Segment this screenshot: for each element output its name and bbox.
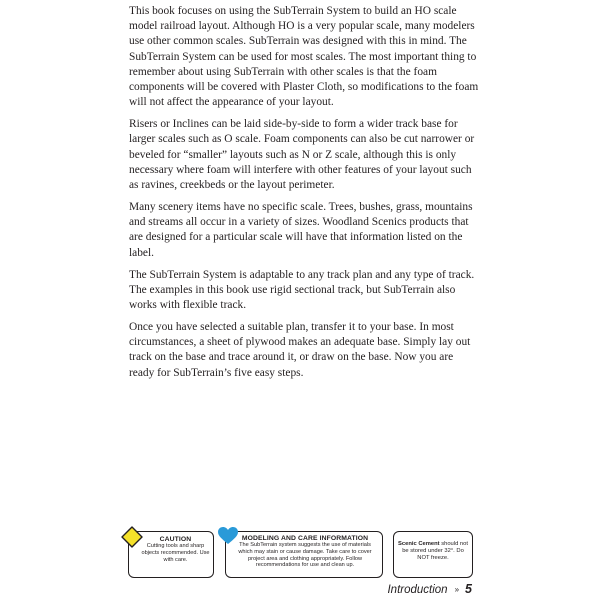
- care-info-title: MODELING AND CARE INFORMATION: [241, 535, 369, 542]
- caution-diamond-icon: [121, 526, 143, 548]
- paragraph: Many scenery items have no specific scale. Trees, bushes, grass, mountains and streams all occur in a variety of sizes. Woodland Scenics products that are designed for a particular scale will have that information listed on the label.: [129, 201, 473, 259]
- care-info-box: [225, 531, 383, 578]
- scenic-cement-bold: Scenic Cement: [398, 541, 440, 547]
- separator-icon: »: [454, 585, 460, 594]
- section-name: Introduction: [387, 584, 448, 596]
- caution-title: CAUTION: [159, 536, 192, 543]
- page-number: 5: [465, 582, 472, 596]
- care-info-text: The SubTerrain system suggests the use of materials which may stain or cause damage. Take care to cover project area and clothing appropriately. Follow recommendations for use and clean up.: [238, 542, 372, 569]
- paragraph: The SubTerrain System is adaptable to any track plan and any type of track. The examples in this book use rigid sectional track, but SubTerrain also works with flexible track.: [129, 268, 475, 312]
- body-text: [129, 4, 479, 388]
- paragraph: Risers or Inclines can be laid side-by-side to form a wider track base for larger scales such as O scale. Foam components can also be cut narrower or beveled for “smaller” layouts such as N or Z scale, although this is only necessary where foam will interfere with other features of your layout such as ravines, creekbeds or the layout perimeter.: [129, 118, 475, 192]
- scenic-cement-box: [393, 531, 473, 578]
- scenic-cement-note: should not be stored under 32°. Do NOT freeze.: [402, 541, 468, 561]
- caution-text: Cutting tools and sharp objects recommended. Use with care.: [141, 543, 210, 563]
- paragraph: This book focuses on using the SubTerrain System to build an HO scale model railroad layout. Although HO is a very popular scale, many modelers use other common scales. SubTerrain was designed with this in mind. The SubTerrain System can be used for most scales. The most important thing to remember about using SubTerrain with other scales is that the foam components will be covered with Plaster Cloth, so modifications to the foam will not affect the appearance of your layout.: [129, 5, 479, 109]
- page-footer: [387, 582, 472, 596]
- paragraph: Once you have selected a suitable plan, transfer it to your base. In most circumstances, a sheet of plywood makes an adequate base. Simply lay out track on the base and trace around it, or draw on the base. Now you are ready for SubTerrain’s five easy steps.: [129, 321, 471, 379]
- scenic-cement-text: [397, 541, 469, 561]
- heart-icon: [218, 527, 238, 545]
